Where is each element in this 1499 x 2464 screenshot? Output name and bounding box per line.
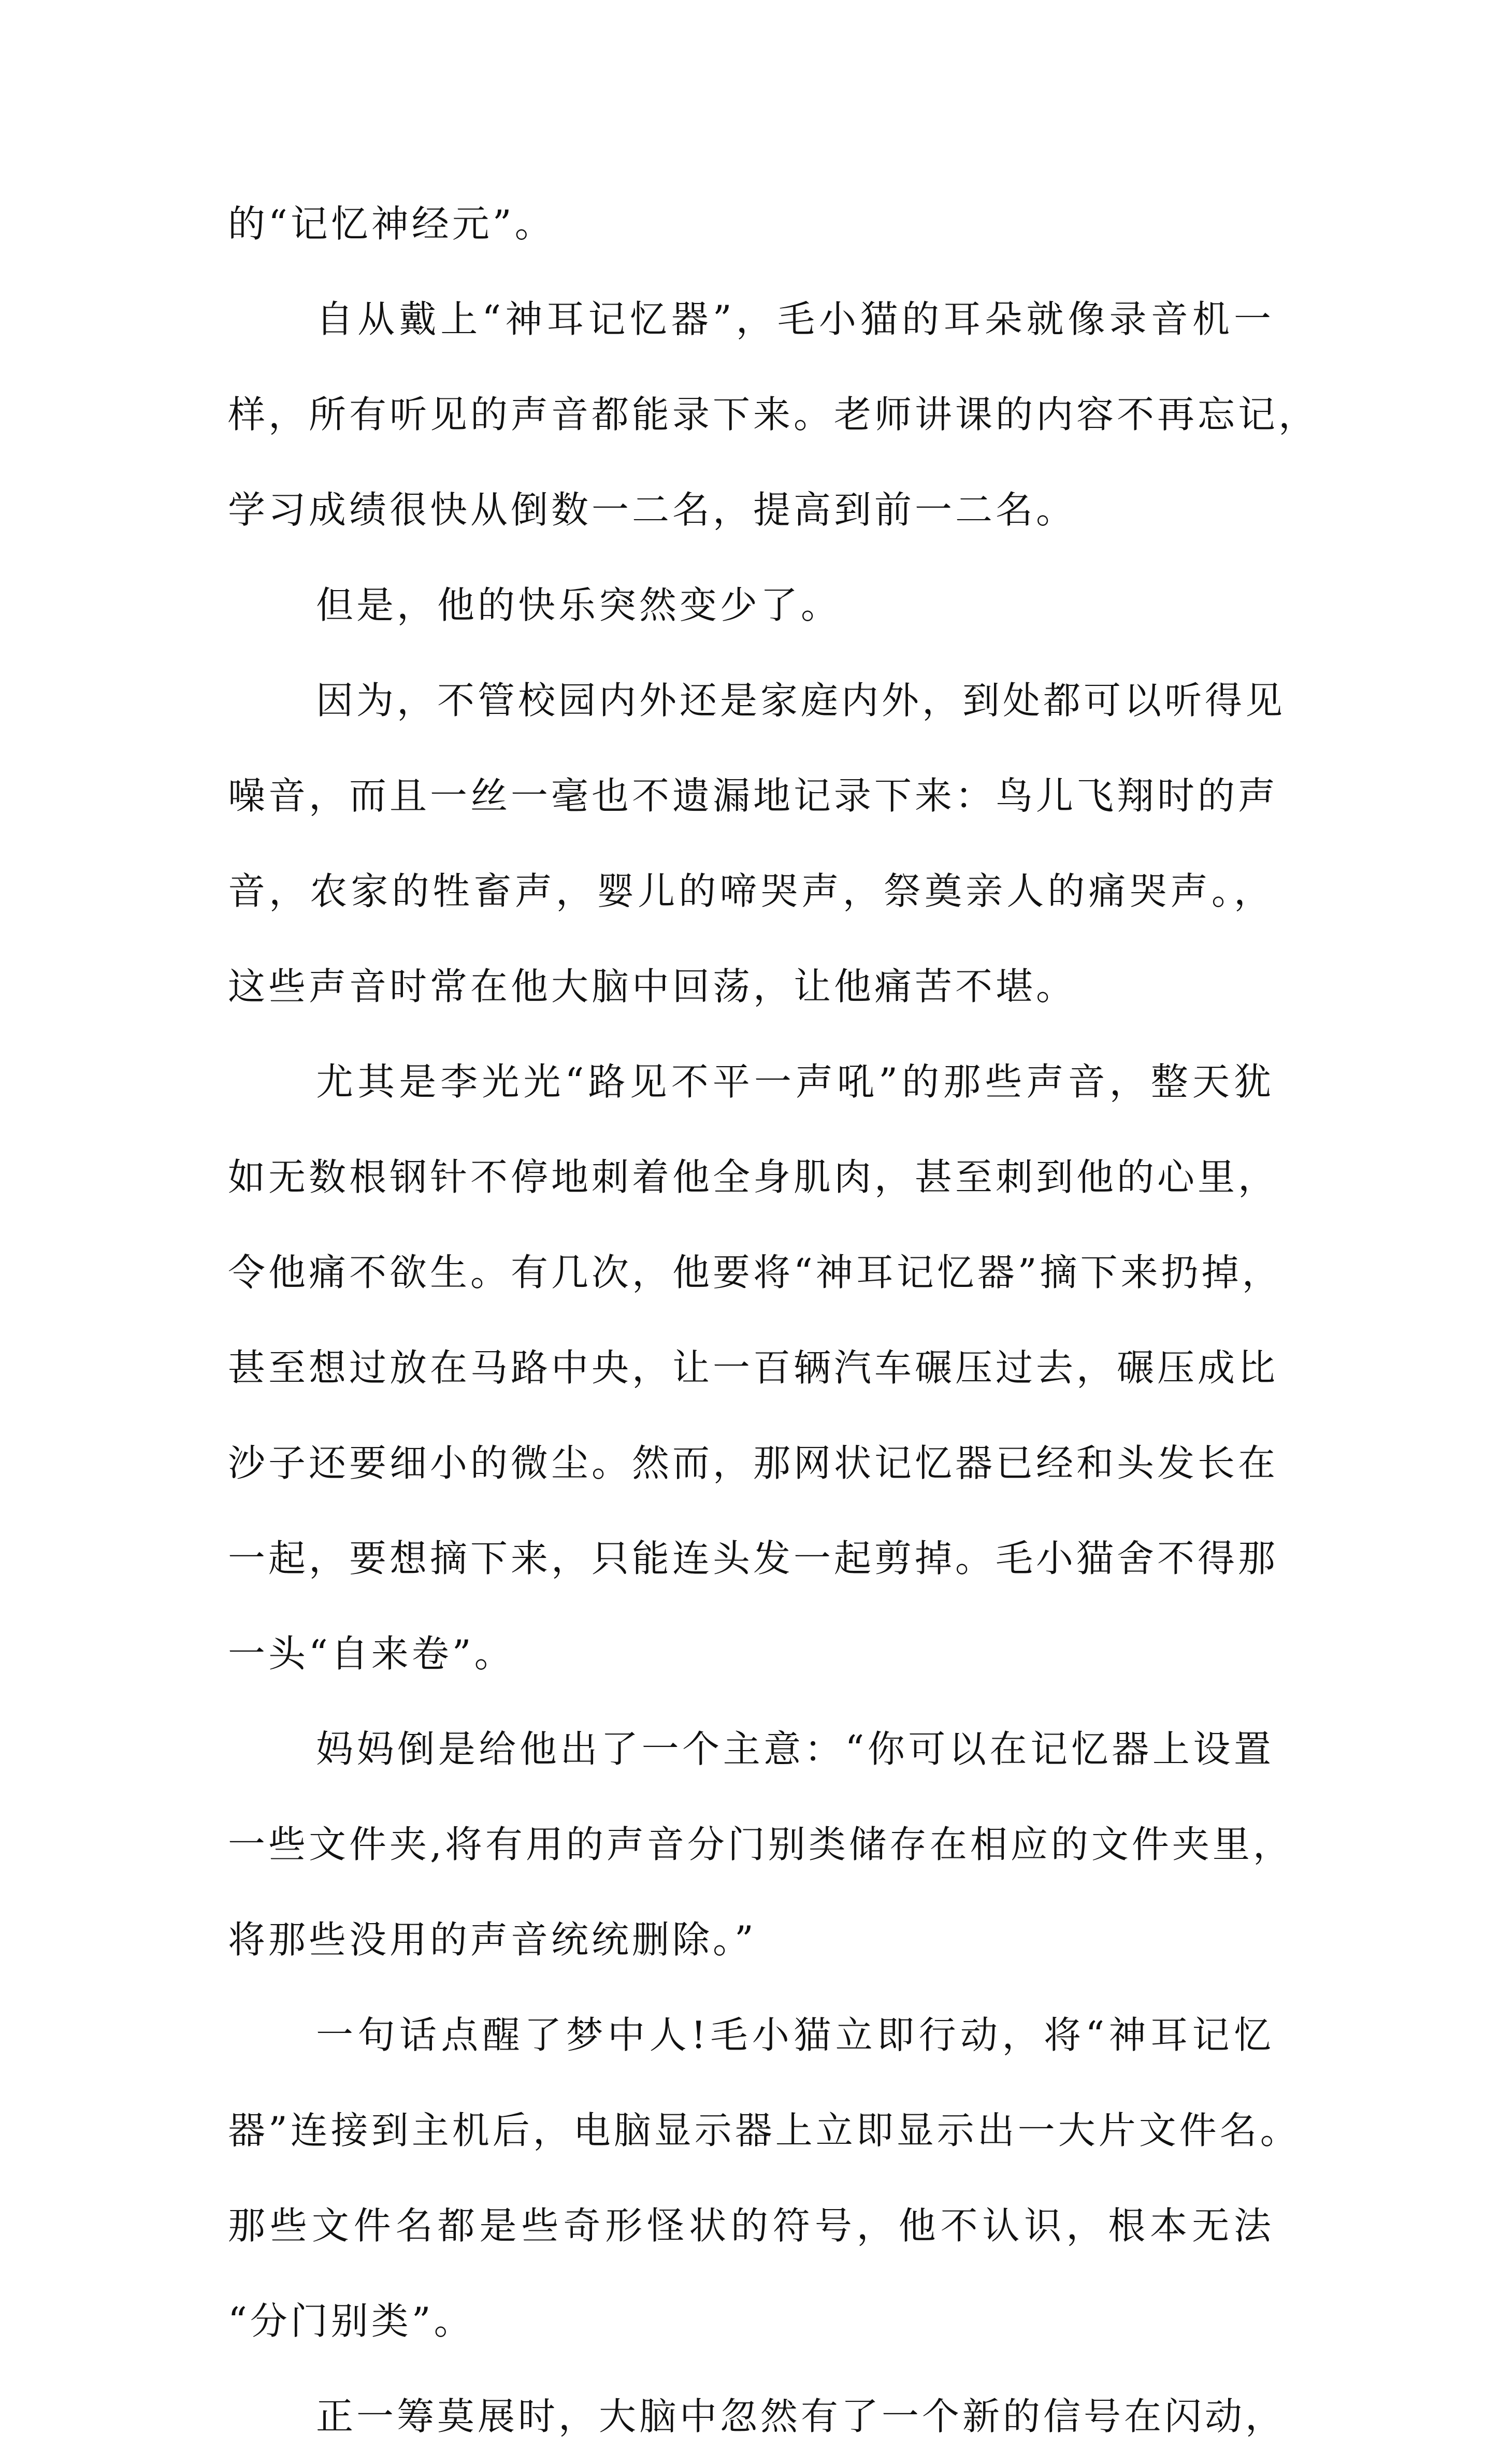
text-line: 妈妈倒是给他出了一个主意：“你可以在记忆器上设置 <box>316 1727 1274 1771</box>
text-line: 如无数根钢针不停地刺着他全身肌肉，甚至刺到他的心里， <box>228 1155 1279 1199</box>
text-line: 正一筹莫展时，大脑中忽然有了一个新的信号在闪动， <box>316 2395 1286 2438</box>
text-line: 一些文件夹,将有用的声音分门别类储存在相应的文件夹里， <box>228 1823 1293 1866</box>
text-line: 一起，要想摘下来，只能连头发一起剪掉。毛小猫舍不得那 <box>228 1537 1279 1580</box>
text-line: 的“记忆神经元”。 <box>228 202 555 246</box>
text-line: 令他痛不欲生。有几次，他要将“神耳记忆器”摘下来扔掉， <box>228 1251 1282 1294</box>
text-line: 学习成绩很快从倒数一二名，提高到前一二名。 <box>228 488 1077 532</box>
text-line: 器”连接到主机后，电脑显示器上立即显示出一大片文件名。 <box>228 2109 1301 2152</box>
text-line: 这些声音时常在他大脑中回荡，让他痛苦不堪。 <box>228 965 1077 1008</box>
text-line: 音，农家的牲畜声，婴儿的啼哭声，祭奠亲人的痛哭声。， <box>228 869 1274 913</box>
text-line: 噪音，而且一丝一毫也不遗漏地记录下来：鸟儿飞翔时的声 <box>228 774 1279 818</box>
document-page <box>228 176 1319 2464</box>
text-line: 尤其是李光光“路见不平一声吼”的那些声音，整天犹 <box>316 1060 1274 1104</box>
text-line: 沙子还要细小的微尘。然而，那网状记忆器已经和头发长在 <box>228 1441 1279 1485</box>
text-line: 因为，不管校园内外还是家庭内外，到处都可以听得见 <box>316 679 1286 722</box>
text-line: 自从戴上“神耳记忆器”，毛小猫的耳朵就像录音机一 <box>316 297 1274 341</box>
text-line: 甚至想过放在马路中央，让一百辆汽车碾压过去，碾压成比 <box>228 1346 1279 1389</box>
text-line: 一句话点醒了梦中人!毛小猫立即行动，将“神耳记忆 <box>316 2013 1274 2057</box>
text-line: 但是，他的快乐突然变少了。 <box>316 583 842 627</box>
text-line: “分门别类”。 <box>228 2299 474 2343</box>
text-line: 将那些没用的声音统统删除。” <box>228 1918 757 1961</box>
text-line: 一头“自来卷”。 <box>228 1632 515 1675</box>
text-line: 那些文件名都是些奇形怪状的符号，他不认识，根本无法 <box>228 2204 1274 2247</box>
text-line: 样，所有听见的声音都能录下来。老师讲课的内容不再忘记， <box>228 393 1319 436</box>
